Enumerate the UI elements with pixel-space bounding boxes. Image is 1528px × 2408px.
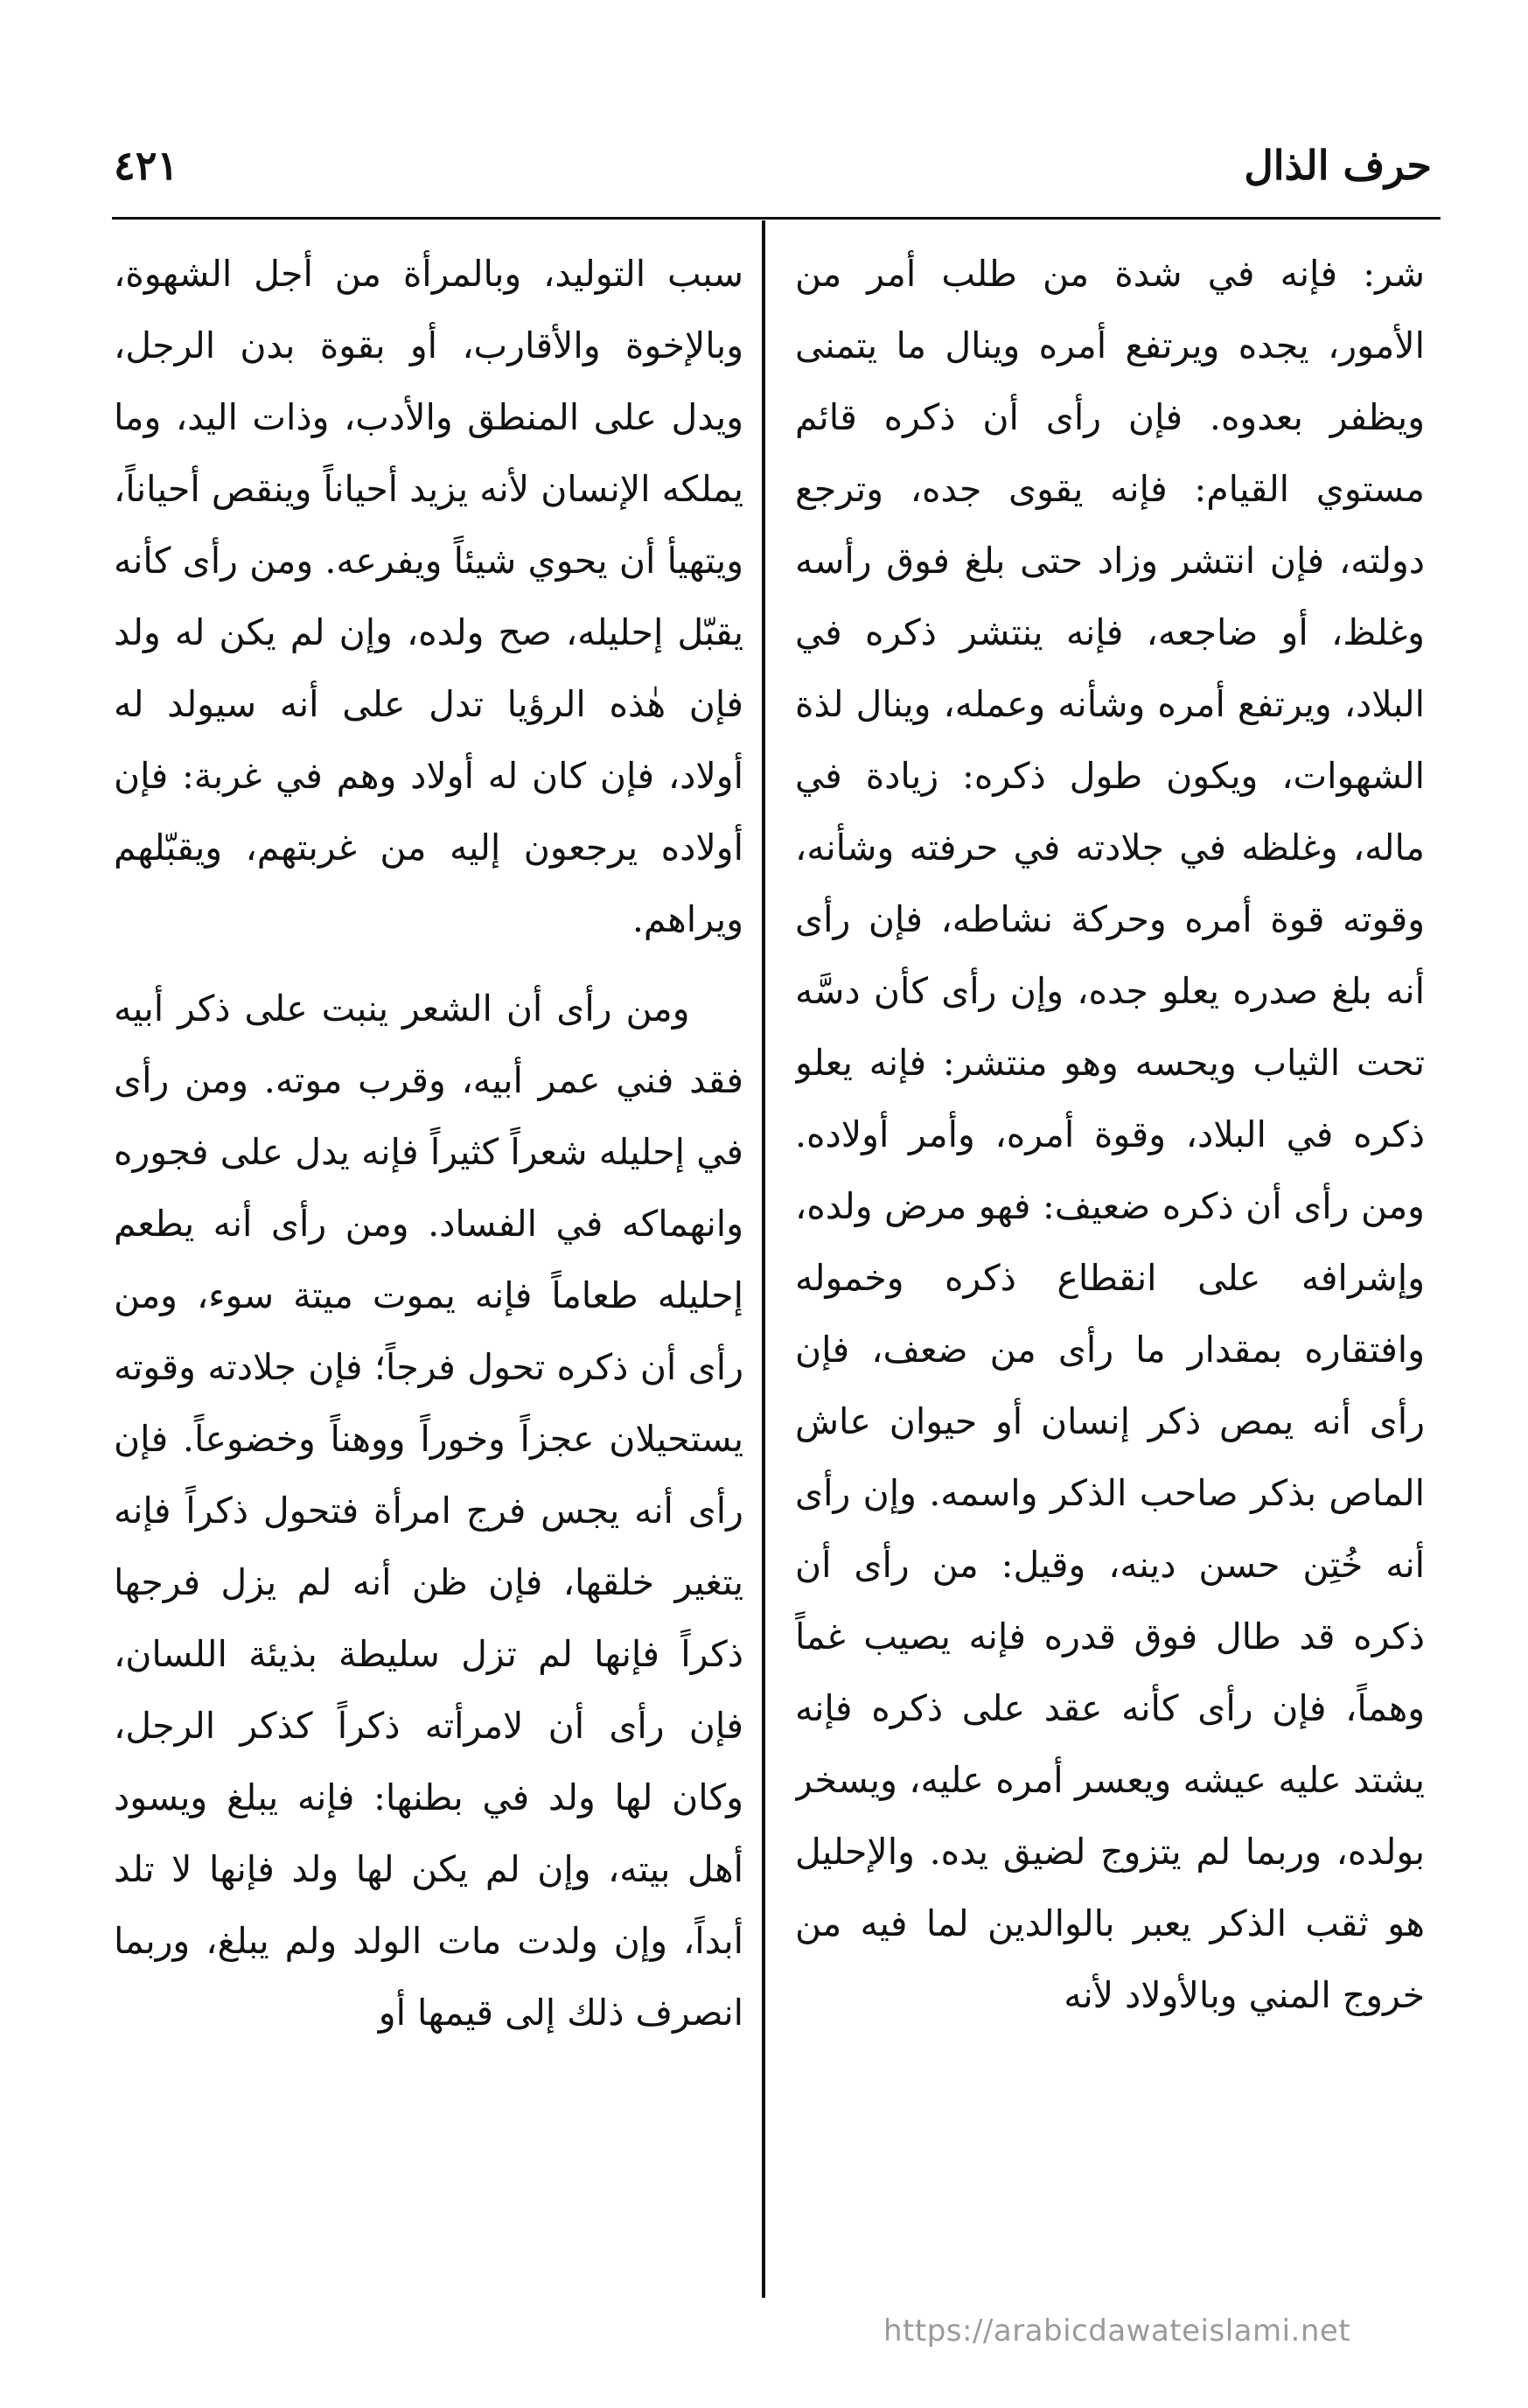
- right-text-column: [795, 238, 1425, 2302]
- page-header: [114, 131, 1432, 201]
- header-divider: [112, 217, 1441, 220]
- page-number: ٤٢١: [114, 142, 179, 189]
- source-watermark-link[interactable]: https://arabicdawateislami.net: [883, 2314, 1351, 2349]
- left-column-paragraph-2: ومن رأى أن الشعر ينبت على ذكر أبيه فقد فني عمر أبيه، وقرب موته. ومن رأى في إحليله شعراً كثيراً فإنه يدل على فجوره وانهماكه في الفساد. ومن رأى أنه يطعم إحليله طعاماً فإنه يموت ميتة سوء، ومن رأى أن ذكره تحول فرجاً؛ فإن جلادته وقوته يستحيلان عجزاً وخوراً ووهناً وخضوعاً. فإن رأى أنه يجس فرج امرأة فتحول ذكراً فإنه يتغير خلقها، فإن ظن أنه لم يزل فرجها ذكراً فإنها لم تزل سليطة بذيئة اللسان، فإن رأى أن لامرأته ذكراً كذكر الرجل، وكان لها ولد في بطنها: فإنه يبلغ ويسود أهل بيته، وإن لم يكن لها ولد فإنها لا تلد أبداً، وإن ولدت مات الولد ولم يبلغ، وربما انصرف ذلك إلى قيمها أو: [114, 988, 743, 2034]
- left-text-column: [114, 238, 743, 2302]
- column-divider: [762, 220, 765, 2298]
- right-column-paragraph-1: شر: فإنه في شدة من طلب أمر من الأمور، يجده ويرتفع أمره وينال ما يتمنى ويظفر بعدوه. فإن رأى أن ذكره قائم مستوي القيام: فإنه يقوى جده، وترجع دولته، فإن انتشر وزاد حتى بلغ فوق رأسه وغلظ، أو ضاجعه، فإنه ينتشر ذكره في البلاد، ويرتفع أمره وشأنه وعمله، وينال لذة الشهوات، ويكون طول ذكره: زيادة في ماله، وغلظه في جلادته في حرفته وشأنه، وقوته قوة أمره وحركة نشاطه، فإن رأى أنه بلغ صدره يعلو جده، وإن رأى كأن دسَّه تحت الثياب ويحسه وهو منتشر: فإنه يعلو ذكره في البلاد، وقوة أمره، وأمر أولاده. ومن رأى أن ذكره ضعيف: فهو مرض ولده، وإشرافه على انقطاع ذكره وخموله وافتقاره بمقدار ما رأى من ضعف، فإن رأى أنه يمص ذكر إنسان أو حيوان عاش الماص بذكر صاحب الذكر واسمه. وإن رأى أنه خُتِن حسن دينه، وقيل: من رأى أن ذكره قد طال فوق قدره فإنه يصيب غماً وهماً، فإن رأى كأنه عقد على ذكره فإنه يشتد عليه عيشه ويعسر أمره عليه، ويسخر بولده، وربما لم يتزوج لضيق يده. والإحليل هو ثقب الذكر يعبر بالوالدين لما فيه من خروج المني وبالأولاد لأنه: [795, 253, 1425, 2016]
- left-column-paragraph-1: سبب التوليد، وبالمرأة من أجل الشهوة، وبالإخوة والأقارب، أو بقوة بدن الرجل، ويدل على المنطق والأدب، وذات اليد، وما يملكه الإنسان لأنه يزيد أحياناً وينقص أحياناً، ويتهيأ أن يحوي شيئاً ويفرعه. ومن رأى كأنه يقبّل إحليله، صح ولده، وإن لم يكن له ولد فإن هٰذه الرؤيا تدل على أنه سيولد له أولاد، فإن كان له أولاد وهم في غربة: فإن أولاده يرجعون إليه من غربتهم، ويقبّلهم ويراهم.: [114, 253, 743, 940]
- running-head-title: حرف الذال: [1244, 142, 1432, 189]
